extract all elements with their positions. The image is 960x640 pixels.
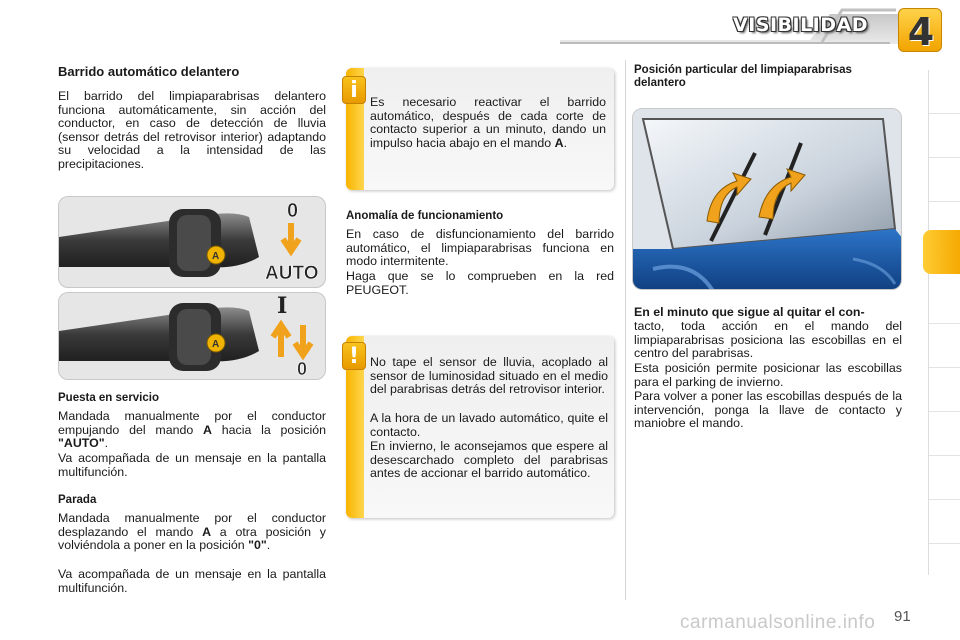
warning-paragraph-3: En invierno, le aconsejamos que espere al desescarchado completo del parabrisas antes de accionar el barrido automático.: [370, 439, 608, 481]
parada-paragraph-1: Mandada manualmente por el conductor desplazando el mando A a otra posición y volviéndola a poner en la posición "0".: [58, 511, 326, 553]
position-zero-label: 0: [297, 359, 308, 379]
parada-paragraph-2: Va acompañada de un mensaje en la pantalla multifunción.: [58, 567, 326, 595]
right-heading: Posición particular del limpiaparabrisas delantero: [634, 64, 852, 89]
auto-position-label: AUTO: [265, 263, 319, 284]
warning-box: [346, 336, 614, 518]
chapter-tab[interactable]: [929, 158, 960, 202]
position-zero-label: 0: [287, 200, 299, 222]
chapter-tab-active[interactable]: [923, 230, 960, 274]
anomalia-paragraph-1: En caso de disfuncionamiento del barrido automático, el limpiaparabrisas funciona en modo intermitente.: [346, 227, 614, 269]
anomalia-heading: Anomalía de funcionamiento: [346, 210, 504, 222]
info-icon: i: [342, 76, 366, 104]
chapter-tab[interactable]: [929, 70, 960, 114]
intro-paragraph: El barrido del limpiaparabrisas delantero funciona automáticamente, sin acción del conductor, en caso de detección de lluvia (sensor detrás del retrovisor interior) adaptando su velocidad a la intensidad de las precipitaciones.: [58, 89, 326, 171]
puesta-paragraph-1: Mandada manualmente por el conductor empujando del mando A hacia la posición "AUTO".: [58, 409, 326, 451]
chapter-tab[interactable]: [929, 324, 960, 368]
chapter-title: VISIBILIDAD: [732, 14, 868, 36]
chapter-number: 4: [907, 10, 935, 54]
control-a-label: A: [212, 251, 220, 262]
right-paragraph-2: Esta posición permite posicionar las escobillas para el parking de invierno.: [634, 361, 902, 389]
right-paragraph-3: Para volver a poner las escobillas después de la intervención, ponga la llave de contacto y maniobre el mando.: [634, 389, 902, 431]
windscreen-illustration: [632, 108, 902, 290]
stalk-illustration-auto: [58, 196, 326, 288]
stalk-illustration-manual: [58, 292, 326, 380]
chapter-tab[interactable]: [929, 114, 960, 158]
parada-heading: Parada: [58, 494, 97, 506]
position-one-label: I: [277, 293, 288, 319]
column-divider: [625, 60, 626, 600]
warning-icon: !: [342, 342, 366, 370]
info-box-text: Es necesario reactivar el barrido automático, después de cada corte de contacto superior a un minuto, dando un impulso hacia abajo en el mando A.: [370, 95, 606, 150]
control-a-label: A: [212, 339, 220, 350]
right-lead-text: En el minuto que sigue al quitar el con-: [634, 305, 865, 319]
info-box: [346, 68, 614, 190]
watermark: carmanualsonline.info: [680, 612, 876, 633]
puesta-paragraph-2: Va acompañada de un mensaje en la pantalla multifunción.: [58, 451, 326, 479]
section-heading: Barrido automático delantero: [58, 64, 240, 79]
puesta-heading: Puesta en servicio: [58, 392, 159, 404]
chapter-tab[interactable]: [929, 500, 960, 544]
chapter-tab[interactable]: [929, 280, 960, 324]
chapter-tab[interactable]: [929, 368, 960, 412]
chapter-tab[interactable]: [929, 412, 960, 456]
right-paragraph-1: tacto, toda acción en el mando del limpiaparabrisas posiciona las escobillas en el centro del parabrisas.: [634, 319, 902, 361]
warning-paragraph-1: No tape el sensor de lluvia, acoplado al sensor de luminosidad situado en el medio del parabrisas detrás del retrovisor interior.: [370, 355, 608, 397]
warning-paragraph-2: A la hora de un lavado automático, quite el contacto.: [370, 411, 608, 439]
page-number: 91: [894, 608, 911, 625]
chapter-tabs: [928, 70, 960, 575]
chapter-badge: [898, 8, 942, 52]
chapter-tab[interactable]: [929, 456, 960, 500]
anomalia-paragraph-2: Haga que se lo comprueben en la red PEUGEOT.: [346, 269, 614, 297]
